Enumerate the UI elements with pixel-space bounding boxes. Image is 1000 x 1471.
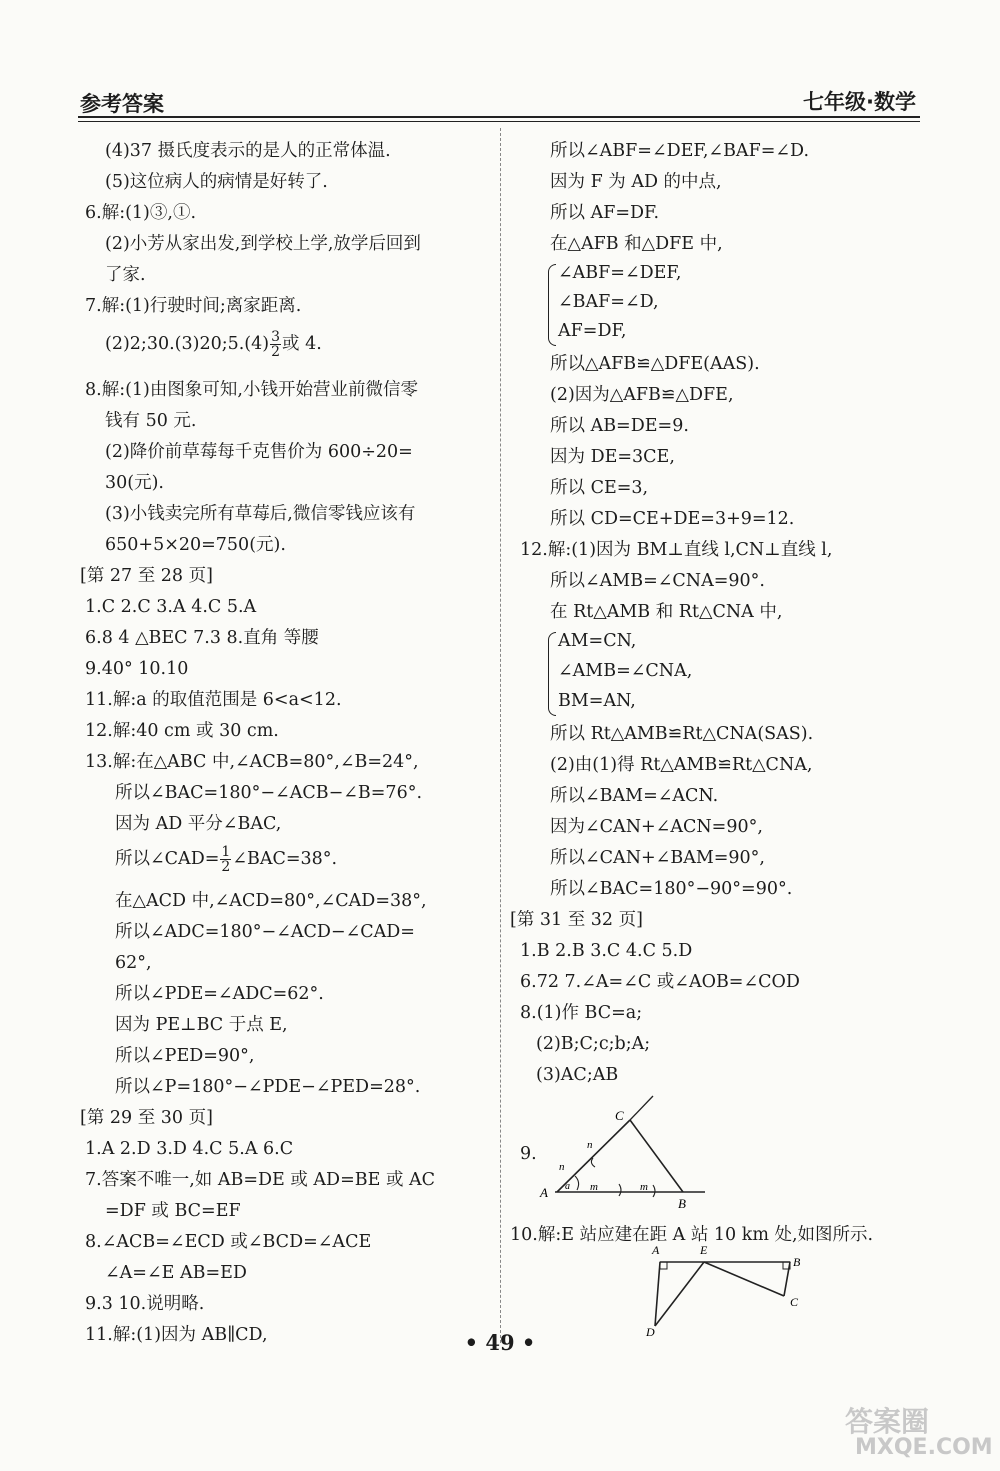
answer-line: ∠A=∠E AB=ED [105,1263,247,1283]
vertex-a-label: A [540,1185,548,1200]
answer-line: =DF 或 BC=EF [105,1201,241,1221]
answer-line: 在△AFB 和△DFE 中, [550,234,723,254]
answer-line: 7.解:(1)行驶时间;离家距离. [85,296,302,316]
answer-line: 1.B 2.B 3.C 4.C 5.D [520,941,693,961]
segment-n-label: n [559,1161,565,1173]
answer-line: (5)这位病人的病情是好转了. [105,172,328,192]
condition-line: ∠BAF=∠D, [558,292,659,312]
answer-line: 6.解:(1)③,①. [85,203,197,223]
answer-line: 12.解:40 cm 或 30 cm. [85,721,279,741]
segment-m-label: m [590,1181,598,1193]
answer-line: 6.8 4 △BEC 7.3 8.直角 等腰 [85,628,319,648]
answer-line: 7.答案不唯一,如 AB=DE 或 AD=BE 或 AC [85,1170,436,1190]
point-e-label: E [700,1243,708,1257]
answer-line: 9. [520,1144,537,1164]
answer-line: 6.72 7.∠A=∠C 或∠AOB=∠COD [520,972,800,992]
answer-line: 11.解:(1)因为 AB∥CD, [85,1325,268,1345]
header-rule [78,116,920,118]
answer-line: 所以△AFB≌△DFE(AAS). [550,354,760,374]
answer-line: 所以∠PED=90°, [115,1046,255,1066]
vertex-b-label: B [678,1196,686,1211]
vertex-c-label: C [615,1108,624,1123]
point-d-label: D [646,1325,655,1339]
answer-text: (2)2;30.(3)20;5.(4) [105,334,270,354]
section-heading: [第 27 至 28 页] [80,566,213,586]
construction-arc [653,1185,655,1197]
extension-ray [630,1096,653,1120]
answer-line: (2)小芳从家出发,到学校上学,放学后回到 [105,234,421,254]
answer-line: 1.A 2.D 3.D 4.C 5.A 6.C [85,1139,294,1159]
answer-line: 30(元). [105,473,164,493]
answer-line: 62°, [115,953,152,973]
answer-line: 因为 DE=3CE, [550,447,675,467]
answer-line: (2)因为△AFB≌△DFE, [550,385,734,405]
answer-line: 所以∠AMB=∠CNA=90°. [550,571,765,591]
header-rule-thin [78,121,920,122]
segment-m-label: m [640,1181,648,1193]
condition-line: ∠AMB=∠CNA, [558,661,693,681]
answer-text: ∠BAC=38°. [232,849,338,869]
segment-ad [655,1262,660,1326]
answer-line: 所以∠ADC=180°−∠ACD−∠CAD= [115,922,415,942]
answer-line: 所以∠CAN+∠BAM=90°, [550,848,765,868]
answer-line: 所以 AB=DE=9. [550,416,689,436]
answer-line: 10.解:E 站应建在距 A 站 10 km 处,如图所示. [510,1225,874,1245]
answer-line: 所以∠P=180°−∠PDE−∠PED=28°. [115,1077,421,1097]
condition-line: ∠ABF=∠DEF, [558,263,682,283]
answer-line: 9.40° 10.10 [85,659,189,679]
answer-line: 所以 Rt△AMB≌Rt△CNA(SAS). [550,724,814,744]
point-a-label: A [652,1243,660,1257]
segment-n-label: n [587,1139,593,1151]
answer-line: (2)降价前草莓每千克售价为 600÷20= [105,442,413,462]
system-brace [548,264,556,346]
section-heading: [第 29 至 30 页] [80,1108,213,1128]
answer-line: 因为∠CAN+∠ACN=90°, [550,817,763,837]
construction-arc [591,1158,595,1167]
answer-line: 12.解:(1)因为 BM⊥直线 l,CN⊥直线 l, [520,540,833,560]
answer-line: 所以 CD=CE+DE=3+9=12. [550,509,795,529]
fraction [270,330,281,359]
header-subject-title: 七年级·数学 [803,90,916,114]
answer-line: 所以∠PDE=∠ADC=62°. [115,984,324,1004]
answer-line: 650+5×20=750(元). [105,535,286,555]
answer-line: (3)小钱卖完所有草莓后,微信零钱应该有 [105,504,416,524]
answer-line: 1.C 2.C 3.A 4.C 5.A [85,597,257,617]
answer-line: (3)AC;AB [536,1065,619,1085]
answer-line: 所以∠BAM=∠ACN. [550,786,719,806]
segment-ec [704,1262,784,1296]
answer-line-with-fraction [115,844,337,874]
answer-line: 所以∠BAC=180°−90°=90°. [550,879,793,899]
section-heading: [第 31 至 32 页] [510,910,643,930]
answer-line: 8.(1)作 BC=a; [520,1003,643,1023]
angle-arc [575,1176,579,1190]
answer-line-with-fraction [105,329,322,359]
answer-line: 所以∠ABF=∠DEF,∠BAF=∠D. [550,141,810,161]
answer-line: 钱有 50 元. [105,411,197,431]
answer-line: 9.3 10.说明略. [85,1294,205,1314]
segment-bc [784,1262,790,1296]
watermark-logo: 答案圈 [845,1405,930,1438]
fraction-denominator: 2 [271,344,281,360]
answer-line: 11.解:a 的取值范围是 6<a<12. [85,690,342,710]
fraction-denominator: 2 [221,859,231,875]
answer-line: (4)37 摄氏度表示的是人的正常体温. [105,141,391,161]
point-b-label: B [793,1255,801,1269]
segment-de [655,1262,704,1326]
angle-a-label: a [565,1181,570,1192]
answer-line: 因为 AD 平分∠BAC, [115,814,282,834]
answer-line: 在△ACD 中,∠ACD=80°,∠CAD=38°, [115,891,427,911]
condition-line: AF=DF, [558,321,627,341]
page-number: • 49 • [464,1330,536,1355]
fraction-numerator: 3 [271,329,281,345]
point-c-label: C [790,1295,799,1309]
answer-line: 因为 F 为 AD 的中点, [550,172,722,192]
condition-line: BM=AN, [558,691,636,711]
fraction [220,845,231,874]
answer-line: 所以 CE=3, [550,478,649,498]
figure-9-triangle [535,1090,715,1215]
construction-arc [619,1184,621,1196]
watermark-url: MXQE.COM [855,1435,993,1460]
system-brace [548,632,556,716]
right-angle-mark [660,1262,667,1269]
answer-line: 所以∠BAC=180°−∠ACB−∠B=76°. [115,783,423,803]
answer-line: (2)由(1)得 Rt△AMB≌Rt△CNA, [550,755,813,775]
header-section-title: 参考答案 [80,92,164,116]
answer-line: (2)B;C;c;b;A; [536,1034,651,1054]
answer-line: 8.解:(1)由图象可知,小钱开始营业前微信零 [85,380,418,400]
answer-line: 在 Rt△AMB 和 Rt△CNA 中, [550,602,783,622]
column-divider [500,128,501,1343]
side-cb [630,1120,683,1192]
fraction-numerator: 1 [221,844,231,860]
condition-line: AM=CN, [558,631,637,651]
answer-line: 所以 AF=DF. [550,203,660,223]
answer-line: 13.解:在△ABC 中,∠ACB=80°,∠B=24°, [85,752,419,772]
figure-10-stations [640,1240,820,1340]
answer-line: 8.∠ACB=∠ECD 或∠BCD=∠ACE [85,1232,372,1252]
answer-text: 或 4. [282,334,322,354]
answer-line: 因为 PE⊥BC 于点 E, [115,1015,288,1035]
answer-line: 了家. [105,265,146,285]
answer-text: 所以∠CAD= [115,849,220,869]
